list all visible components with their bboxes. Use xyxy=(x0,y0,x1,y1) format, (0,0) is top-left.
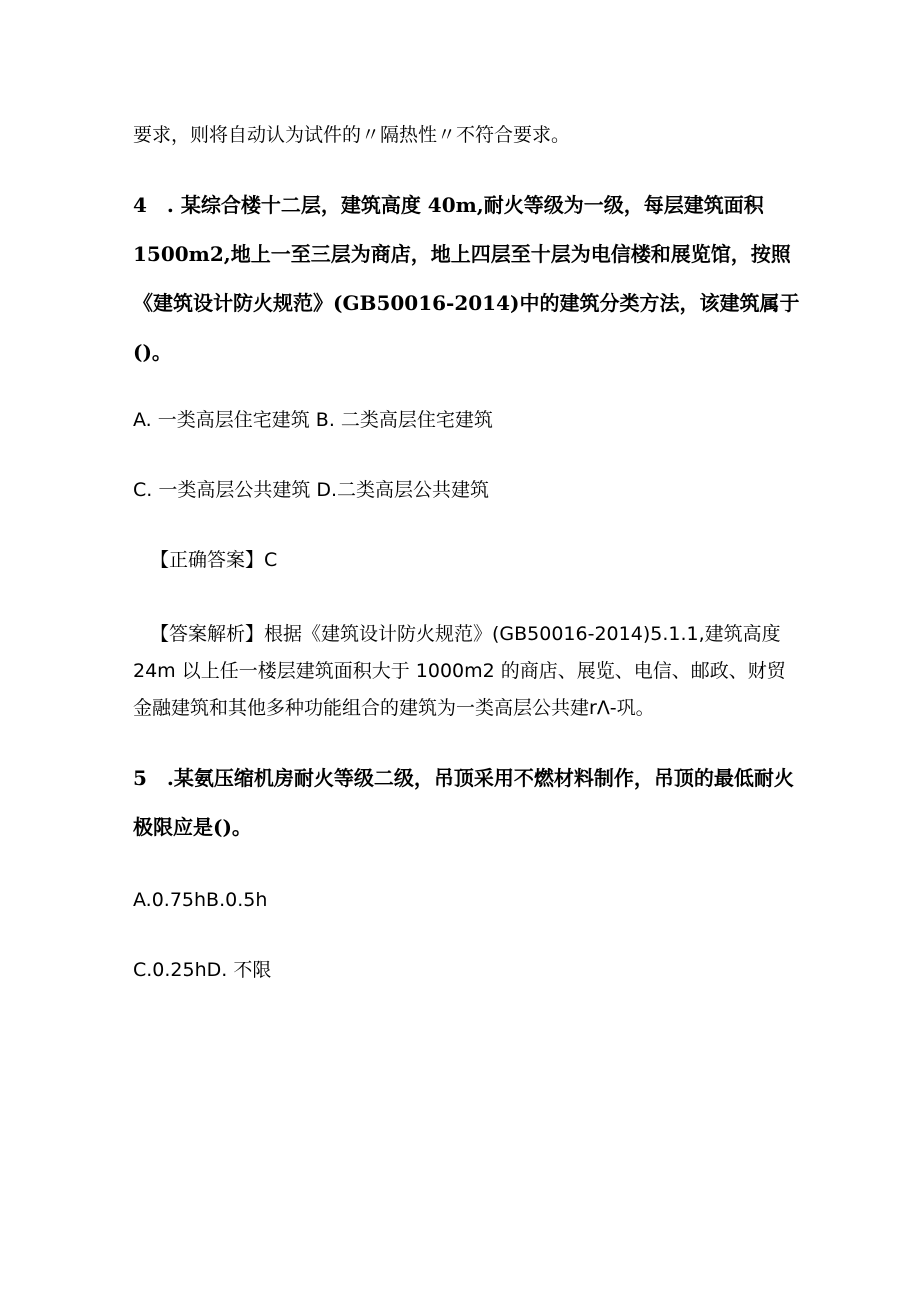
question-4-analysis-line-2: 24m 以上任一楼层建筑面积大于 1000m2 的商店、展览、电信、邮政、财贸 xyxy=(133,660,786,682)
question-4-line-4: ()。 xyxy=(133,340,172,364)
question-4-answer: 【正确答案】C xyxy=(150,549,278,571)
question-5-line-2: 极限应是()。 xyxy=(133,815,252,839)
question-4-option-ab: A. 一类高层住宅建筑 B. 二类高层住宅建筑 xyxy=(133,409,493,431)
question-5-option-ab: A.0.75hB.0.5h xyxy=(133,889,268,911)
intro-line: 要求，则将自动认为试件的〃隔热性〃不符合要求。 xyxy=(133,124,571,146)
question-4-option-cd: C. 一类高层公共建筑 D.二类高层公共建筑 xyxy=(133,479,490,501)
question-4-analysis-line-1: 【答案解析】根据《建筑设计防火规范》(GB50016-2014)5.1.1,建筑高度 xyxy=(150,623,781,645)
question-5-option-cd: C.0.25hD. 不限 xyxy=(133,959,272,981)
question-4-line-1: 4 . 某综合楼十二层，建筑高度 40m,耐火等级为一级，每层建筑面积 xyxy=(133,193,764,217)
question-4-line-2: 1500m2,地上一至三层为商店，地上四层至十层为电信楼和展览馆，按照 xyxy=(133,242,791,266)
question-5-line-1: 5 .某氨压缩机房耐火等级二级，吊顶采用不燃材料制作，吊顶的最低耐火 xyxy=(133,766,794,790)
question-4-analysis-line-3: 金融建筑和其他多种功能组合的建筑为一类高层公共建rΛ-巩。 xyxy=(133,697,655,719)
question-4-line-3: 《建筑设计防火规范》(GB50016-2014)中的建筑分类方法，该建筑属于 xyxy=(133,291,800,315)
